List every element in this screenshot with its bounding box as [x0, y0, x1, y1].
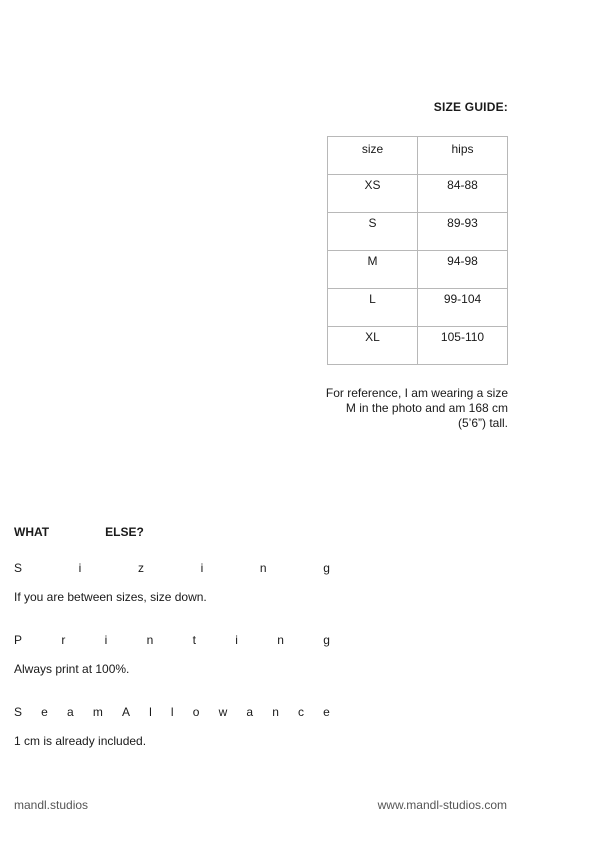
- heading-letter: z: [137, 561, 144, 575]
- section-body-printing: Always print at 100%.: [14, 662, 130, 676]
- section-body-sizing: If you are between sizes, size down.: [14, 590, 207, 604]
- heading-letter: o: [192, 705, 200, 719]
- table-row: [328, 175, 508, 213]
- heading-letter: a: [246, 705, 254, 719]
- heading-letter: i: [78, 561, 82, 575]
- section-heading-sizing: [14, 561, 330, 575]
- table-row: [328, 213, 508, 251]
- heading-letter: l: [170, 705, 174, 719]
- heading-letter: c: [298, 705, 305, 719]
- table-row: [328, 251, 508, 289]
- heading-letter: S: [14, 705, 23, 719]
- section-heading-seam-allowance: [14, 705, 330, 719]
- table-row: [328, 327, 508, 365]
- heading-letter: n: [277, 633, 284, 647]
- section-heading-printing: [14, 633, 330, 647]
- table-row: [328, 289, 508, 327]
- size-cell: XS: [328, 175, 418, 213]
- heading-letter: r: [61, 633, 66, 647]
- size-cell: L: [328, 289, 418, 327]
- heading-letter: g: [323, 561, 330, 575]
- heading-letter: e: [41, 705, 48, 719]
- heading-letter: n: [259, 561, 267, 575]
- heading-letter: i: [235, 633, 238, 647]
- reference-note-line: M in the photo and am 168 cm: [345, 401, 508, 415]
- heading-letter: P: [14, 633, 23, 647]
- hips-cell: 105-110: [418, 327, 508, 365]
- heading-letter: n: [272, 705, 279, 719]
- what-else-word-2: ELSE?: [105, 525, 144, 539]
- what-else-word-1: WHAT: [14, 525, 50, 539]
- size-cell: XL: [328, 327, 418, 365]
- heading-letter: A: [121, 705, 130, 719]
- section-body-seam-allowance: 1 cm is already included.: [14, 734, 147, 748]
- hips-cell: 89-93: [418, 213, 508, 251]
- size-cell: S: [328, 213, 418, 251]
- size-guide-title: SIZE GUIDE:: [433, 100, 508, 114]
- column-header-hips: hips: [418, 137, 508, 175]
- hips-cell: 94-98: [418, 251, 508, 289]
- reference-note: [308, 386, 508, 431]
- heading-letter: m: [92, 705, 103, 719]
- heading-letter: a: [66, 705, 74, 719]
- heading-letter: w: [218, 705, 228, 719]
- what-else-heading: [14, 525, 144, 539]
- column-header-size: size: [328, 137, 418, 175]
- heading-letter: t: [192, 633, 196, 647]
- hips-cell: 84-88: [418, 175, 508, 213]
- hips-cell: 99-104: [418, 289, 508, 327]
- heading-letter: g: [323, 633, 330, 647]
- reference-note-line: For reference, I am wearing a size: [325, 386, 508, 400]
- size-cell: M: [328, 251, 418, 289]
- reference-note-line: (5’6”) tall.: [457, 416, 508, 430]
- heading-letter: n: [146, 633, 154, 647]
- table-header-row: [328, 137, 508, 175]
- footer-brand: mandl.studios: [14, 798, 89, 812]
- heading-letter: i: [104, 633, 108, 647]
- size-table: [327, 136, 508, 365]
- heading-letter: S: [14, 561, 23, 575]
- heading-letter: l: [149, 705, 152, 719]
- heading-letter: e: [323, 705, 330, 719]
- heading-letter: i: [200, 561, 204, 575]
- footer-website: www.mandl-studios.com: [377, 798, 507, 812]
